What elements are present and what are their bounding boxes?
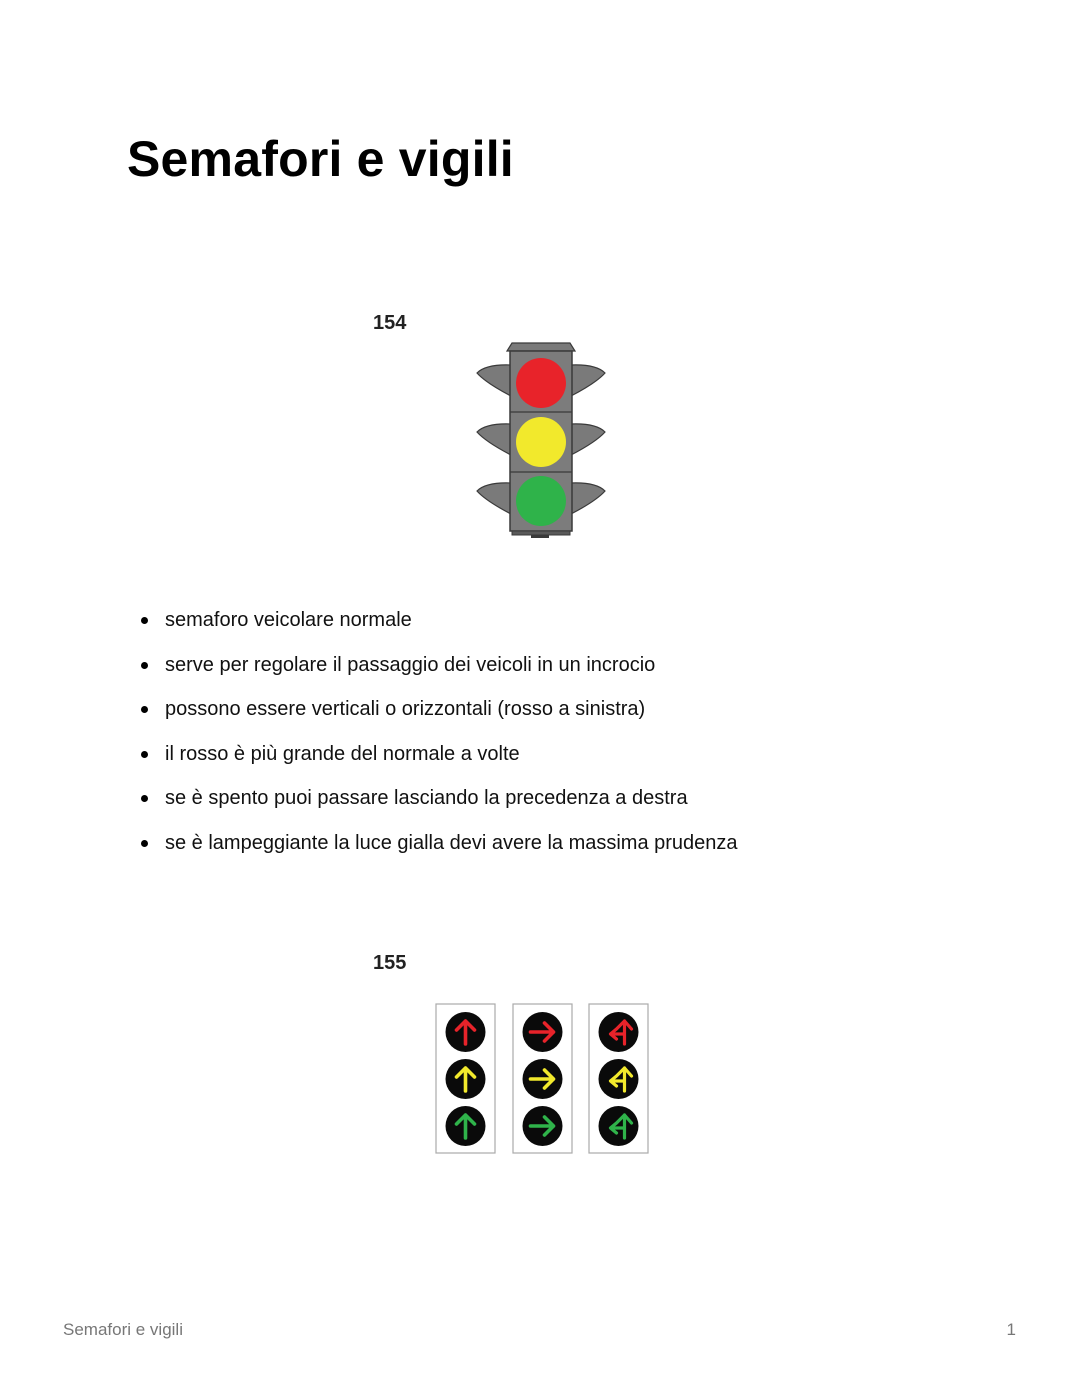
list-item — [138, 646, 738, 691]
yellow-light — [516, 417, 566, 467]
list-item-text: serve per regolare il passaggio dei veicoli in un incrocio — [165, 653, 656, 676]
figure-number-154: 154 — [373, 312, 407, 334]
bullet-icon — [141, 706, 148, 713]
list-item-text: se è spento puoi passare lasciando la precedenza a destra — [165, 787, 688, 810]
bullet-icon — [141, 751, 148, 758]
list-item-text: possono essere verticali o orizzontali (rosso a sinistra) — [165, 698, 646, 721]
red-light — [516, 358, 566, 408]
figure-number-155: 155 — [373, 952, 407, 974]
list-item — [138, 601, 738, 646]
list-item — [138, 690, 738, 735]
footer-title: Semafori e vigili — [63, 1320, 183, 1339]
page-title: Semafori e vigili — [127, 131, 514, 187]
page-number: 1 — [1006, 1320, 1016, 1339]
list-item-text: se è lampeggiante la luce gialla devi avere la massima prudenza — [165, 831, 738, 854]
green-light — [516, 476, 566, 526]
list-item-text: il rosso è più grande del normale a volte — [165, 742, 520, 765]
traffic-light-icon — [476, 340, 606, 538]
list-item — [138, 735, 738, 780]
bullet-icon — [141, 662, 148, 669]
bullet-icon — [141, 617, 148, 624]
straight-arrow-signal — [436, 1004, 495, 1153]
list-item-text: semaforo veicolare normale — [165, 609, 412, 631]
bullet-list — [138, 601, 738, 869]
bullet-icon — [141, 795, 148, 802]
arrow-traffic-lights-icon — [435, 1003, 650, 1155]
right-arrow-signal — [513, 1004, 572, 1153]
list-item — [138, 779, 738, 824]
list-item — [138, 824, 738, 869]
left-straight-arrow-signal — [589, 1004, 648, 1153]
bullet-icon — [141, 840, 148, 847]
